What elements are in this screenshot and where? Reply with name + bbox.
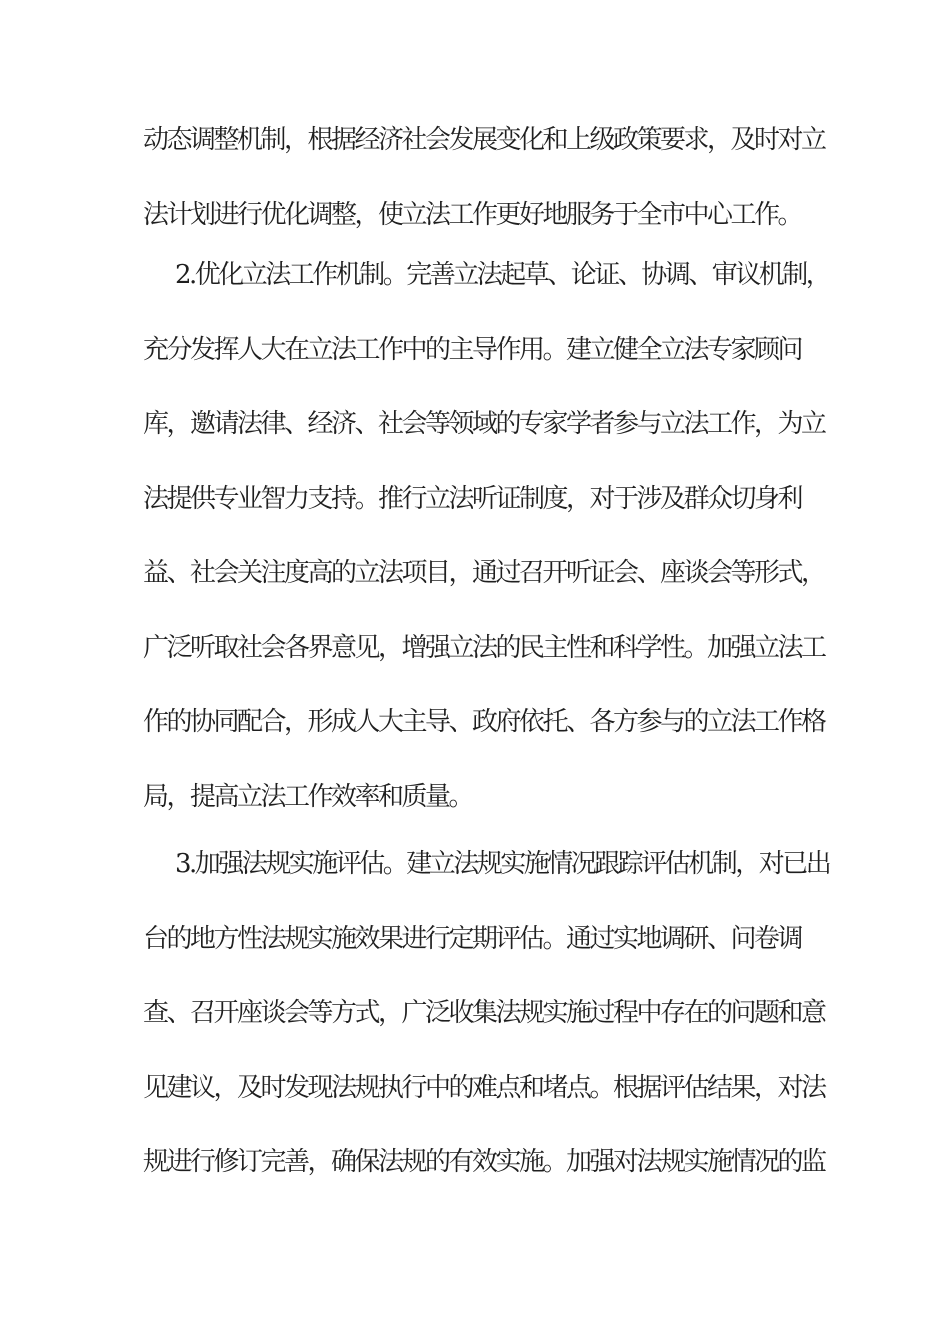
text-line: 作的协同配合，形成人大主导、政府依托、各方参与的立法工作格 bbox=[143, 707, 825, 737]
text-line: 动态调整机制，根据经济社会发展变化和上级政策要求，及时对立 bbox=[143, 125, 825, 155]
text-line: 2.优化立法工作机制。完善立法起草、论证、协调、审议机制， bbox=[175, 260, 830, 290]
paragraph-item-3 bbox=[143, 827, 833, 1200]
text-line: 3.加强法规实施评估。建立法规实施情况跟踪评估机制，对已出 bbox=[175, 849, 830, 879]
text-line: 广泛听取社会各界意见，增强立法的民主性和科学性。加强立法工 bbox=[143, 632, 825, 663]
text-line: 见建议，及时发现法规执行中的难点和堵点。根据评估结果，对法 bbox=[143, 1072, 825, 1103]
text-line: 益、社会关注度高的立法项目，通过召开听证会、座谈会等形式， bbox=[143, 558, 825, 588]
text-line: 规进行修订完善，确保法规的有效实施。加强对法规实施情况的监 bbox=[143, 1147, 825, 1177]
text-line: 台的地方性法规实施效果进行定期评估。通过实地调研、问卷调 bbox=[143, 923, 802, 954]
text-line: 查、召开座谈会等方式，广泛收集法规实施过程中存在的问题和意 bbox=[143, 998, 825, 1028]
paragraph-continuation bbox=[143, 103, 833, 252]
text-line: 库，邀请法律、经济、社会等领域的专家学者参与立法工作，为立 bbox=[143, 409, 825, 439]
text-line: 充分发挥人大在立法工作中的主导作用。建立健全立法专家顾问 bbox=[143, 334, 802, 365]
text-line: 局，提高立法工作效率和质量。 bbox=[143, 781, 473, 812]
paragraph-item-2 bbox=[143, 238, 833, 834]
text-line: 法计划进行优化调整，使立法工作更好地服务于全市中心工作。 bbox=[143, 199, 802, 230]
text-line: 法提供专业智力支持。推行立法听证制度，对于涉及群众切身利 bbox=[143, 483, 802, 514]
